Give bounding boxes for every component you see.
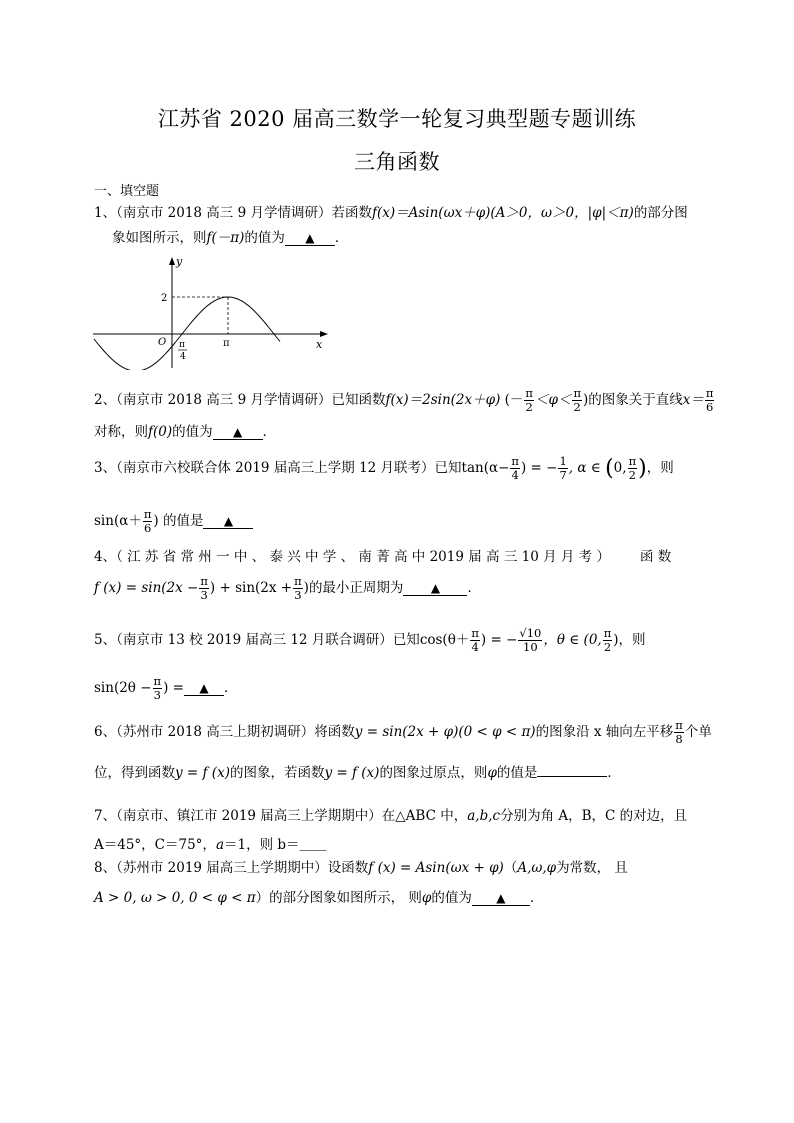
fraction-pi-over-2 — [628, 455, 638, 482]
line-equation: x＝ — [682, 392, 704, 408]
math-expression: sin(α＋ — [94, 513, 142, 529]
question-text: 对称，则 — [94, 424, 148, 440]
question-number: 8、 — [94, 860, 117, 876]
answer-blank[interactable] — [403, 581, 467, 596]
question-text: 的值为 — [172, 424, 213, 440]
question-text: A＝45°，C＝75°， — [94, 837, 216, 853]
math-expression: ，θ ∈ (0, — [543, 632, 602, 648]
question-text: 的值为 — [244, 230, 285, 246]
math-expression: cos(θ＋ — [419, 632, 470, 648]
denominator: 6 — [143, 521, 152, 535]
question-number: 1、 — [94, 205, 117, 221]
numerator: π — [294, 574, 302, 588]
question-text: 的最小正周期为 — [308, 580, 404, 596]
math-expression: tan(α− — [461, 460, 510, 476]
answer-blank[interactable]: ＿＿ — [299, 837, 327, 853]
fraction-pi-over-4 — [470, 627, 480, 654]
fraction-pi-over-8 — [674, 719, 684, 746]
math-expression: a — [215, 837, 224, 853]
question-source: （苏州市 2018 高三上期初调研） — [116, 724, 315, 740]
question-text: 若函数 — [331, 205, 372, 221]
question-text: ，则 — [646, 460, 674, 476]
blank-marker-icon: ▲ — [305, 231, 315, 245]
question-7-line-2 — [94, 833, 327, 853]
fraction-one-over-seven — [558, 455, 567, 482]
right-paren: ) — [638, 456, 647, 481]
fraction-pi-over-6 — [705, 387, 715, 414]
question-1-graph — [88, 252, 338, 370]
fraction-pi-over-3 — [293, 575, 303, 602]
origin-label: O — [158, 337, 167, 348]
answer-blank[interactable] — [203, 514, 253, 529]
math-expression: ) = — [163, 680, 184, 696]
question-8-line-1 — [94, 856, 628, 876]
left-paren: ( — [605, 456, 614, 481]
x-axis-arrow-icon — [320, 331, 328, 337]
question-number: 4、 — [94, 549, 117, 565]
punctuation: ． — [262, 424, 277, 440]
numerator: π — [511, 454, 519, 468]
question-text: 位，得到函数 — [94, 765, 175, 781]
question-4-line-2 — [94, 575, 481, 602]
denominator: 2 — [525, 400, 533, 414]
question-text: 象如图所示，则 — [112, 230, 207, 246]
question-text: 在△ABC 中， — [381, 808, 468, 824]
numerator: √10 — [519, 626, 542, 640]
denominator: 4 — [511, 468, 519, 482]
question-source: （南京市六校联合体 2019 届高三上学期 12 月联考） — [116, 460, 435, 476]
question-text: 的图象过原点，则 — [379, 765, 488, 781]
punctuation: ． — [607, 765, 621, 781]
peak-x-label: π — [223, 338, 230, 349]
math-expression: f (x) = sin(2x − — [94, 580, 199, 596]
fraction-pi-over-4 — [510, 455, 520, 482]
function-expression: y = f (x) — [175, 765, 230, 781]
numerator: π — [471, 626, 479, 640]
math-expression: 0, — [613, 460, 627, 476]
question-6-line-2 — [94, 761, 621, 781]
question-2-line-1 — [94, 387, 715, 414]
question-number: 6、 — [94, 724, 117, 740]
phi-symbol: φ — [487, 765, 497, 781]
math-expression: A,ω,φ — [517, 860, 557, 876]
math-expression: ) + sin(2x + — [209, 580, 293, 596]
math-expression: ) — [303, 580, 309, 596]
numerator: π — [628, 454, 637, 468]
blank-marker-icon: ▲ — [233, 425, 243, 439]
denominator: 2 — [628, 468, 636, 482]
denominator: 3 — [294, 588, 302, 602]
asked-expression: f(－π) — [206, 230, 245, 246]
question-5-line-2 — [94, 675, 237, 702]
numerator: π — [525, 386, 533, 400]
question-text: 已知 — [392, 632, 420, 648]
numerator: π — [143, 507, 152, 521]
question-8-line-2 — [94, 886, 543, 906]
question-3-line-1 — [94, 455, 674, 482]
math-expression: ) — [613, 632, 619, 648]
condition-text: ＜φ＜ — [534, 392, 572, 408]
question-4-line-1 — [94, 545, 671, 565]
blank-marker-icon: ▲ — [223, 514, 234, 528]
denominator: 2 — [573, 400, 581, 414]
math-expression: ) = − — [520, 460, 558, 476]
numerator: π — [675, 718, 683, 732]
math-expression: A > 0, ω > 0, 0 < φ < π — [94, 890, 256, 906]
numerator: π — [705, 386, 714, 400]
question-2-line-2 — [94, 420, 276, 440]
question-source: （南京市 13 校 2019 届高三 12 月联合调研） — [116, 632, 393, 648]
numerator: π — [200, 574, 208, 588]
question-text: 函 数 — [639, 549, 672, 565]
punctuation: ． — [334, 230, 349, 246]
fraction-pi-over-2 — [524, 387, 534, 414]
denominator: 7 — [559, 468, 567, 482]
numerator: π — [573, 386, 581, 400]
denominator: 10 — [523, 640, 538, 654]
answer-blank[interactable] — [472, 891, 530, 906]
denominator: 4 — [471, 640, 479, 654]
numerator: π — [603, 626, 612, 640]
question-text: 的部分图 — [633, 205, 688, 221]
question-text: （ — [503, 860, 518, 876]
question-number: 2、 — [94, 392, 117, 408]
question-text: 已知函数 — [331, 392, 386, 408]
question-source: （南京市、镇江市 2019 届高三上学期期中） — [116, 808, 382, 824]
question-text: 分别为角 A，B，C 的对边，且 — [500, 808, 688, 824]
blank-marker-icon: ▲ — [430, 581, 441, 595]
question-text: 为常数， 且 — [556, 860, 628, 876]
punctuation: ． — [467, 580, 481, 596]
math-expression: sin(2θ − — [94, 680, 152, 696]
function-expression: y = sin(2x + φ)(0 < φ < π) — [354, 724, 536, 740]
question-text: ) 的值是 — [153, 513, 204, 529]
blank-marker-icon: ▲ — [496, 891, 506, 905]
question-text: ）的部分图象如图所示， 则 — [255, 890, 422, 906]
zero-label-denominator: 4 — [180, 352, 186, 362]
question-1-line-1 — [94, 201, 688, 221]
question-number: 7、 — [94, 808, 117, 824]
document-title: 江苏省 2020 届高三数学一轮复习典型题专题训练 — [157, 107, 637, 131]
denominator: 3 — [200, 588, 208, 602]
y-axis-label: y — [176, 255, 183, 268]
denominator: 2 — [603, 640, 612, 654]
question-6-line-1 — [94, 719, 712, 746]
punctuation: ． — [223, 680, 238, 696]
question-text: 设函数 — [327, 860, 369, 876]
condition-text: (－ — [504, 392, 524, 408]
question-source: （ 江 苏 省 常 州 一 中 、 泰 兴 中 学 、 南 菁 高 中 2019 届 高 三 10 月 月 考 ） — [116, 549, 610, 565]
section-heading: 一、填空题 — [94, 184, 160, 199]
question-text: 个单 — [684, 724, 712, 740]
fraction-pi-over-3 — [153, 675, 163, 702]
function-expression: y = f (x) — [324, 765, 380, 781]
question-text: 的值为 — [431, 890, 472, 906]
math-expression: ) = − — [480, 632, 518, 648]
question-number: 3、 — [94, 460, 117, 476]
phi-symbol: φ — [421, 890, 432, 906]
question-text: 将函数 — [314, 724, 355, 740]
document-subtitle: 三角函数 — [354, 150, 440, 174]
question-5-line-1 — [94, 627, 646, 654]
fraction-root10-over-10 — [518, 627, 542, 654]
answer-blank[interactable] — [213, 425, 263, 440]
answer-blank[interactable] — [537, 776, 607, 777]
fraction-pi-over-2 — [572, 387, 582, 414]
punctuation: ． — [529, 890, 544, 906]
question-source: （南京市 2018 高三 9 月学情调研） — [116, 392, 332, 408]
question-number: 5、 — [94, 632, 117, 648]
math-expression: , α ∈ — [568, 460, 601, 476]
question-text: 已知 — [434, 460, 462, 476]
blank-marker-icon: ▲ — [199, 681, 209, 695]
asked-expression: f(0) — [148, 424, 173, 440]
denominator: 6 — [706, 400, 714, 414]
question-text: ，则 — [618, 632, 646, 648]
question-text: 的值是 — [496, 765, 538, 781]
peak-value-label: 2 — [161, 293, 168, 304]
numerator: π — [153, 674, 162, 688]
numerator: 1 — [559, 454, 567, 468]
question-text: ＝1，则 b＝ — [224, 837, 300, 853]
zero-label-numerator: π — [179, 340, 185, 350]
question-text: 的图象关于直线 — [588, 392, 683, 408]
denominator: 3 — [153, 688, 161, 702]
question-1-line-2 — [112, 226, 348, 246]
y-axis-arrow-icon — [169, 257, 175, 265]
question-text: 的图象沿 x 轴向左平移 — [535, 724, 674, 740]
fraction-pi-over-3 — [199, 575, 209, 602]
question-source: （苏州市 2019 届高三上学期期中） — [116, 860, 328, 876]
math-expression: a,b,c — [467, 808, 501, 824]
function-expression: f(x)＝2sin(2x＋φ) — [385, 392, 501, 408]
fraction-pi-over-6 — [143, 508, 153, 535]
question-source: （南京市 2018 高三 9 月学情调研） — [116, 205, 332, 221]
function-expression: f (x) = Asin(ωx + φ) — [368, 860, 504, 876]
function-expression: f(x)＝Asin(ωx＋φ)(A＞0，ω＞0，|φ|＜π) — [371, 205, 634, 221]
condition-text: ) — [583, 392, 589, 408]
question-7-line-1 — [94, 804, 687, 824]
denominator: 8 — [675, 732, 683, 746]
x-axis-label: x — [316, 338, 323, 351]
question-text: 的图象，若函数 — [229, 765, 325, 781]
question-3-line-2 — [94, 508, 253, 535]
fraction-pi-over-2 — [603, 627, 613, 654]
answer-blank[interactable] — [184, 681, 224, 696]
answer-blank[interactable] — [285, 231, 335, 246]
